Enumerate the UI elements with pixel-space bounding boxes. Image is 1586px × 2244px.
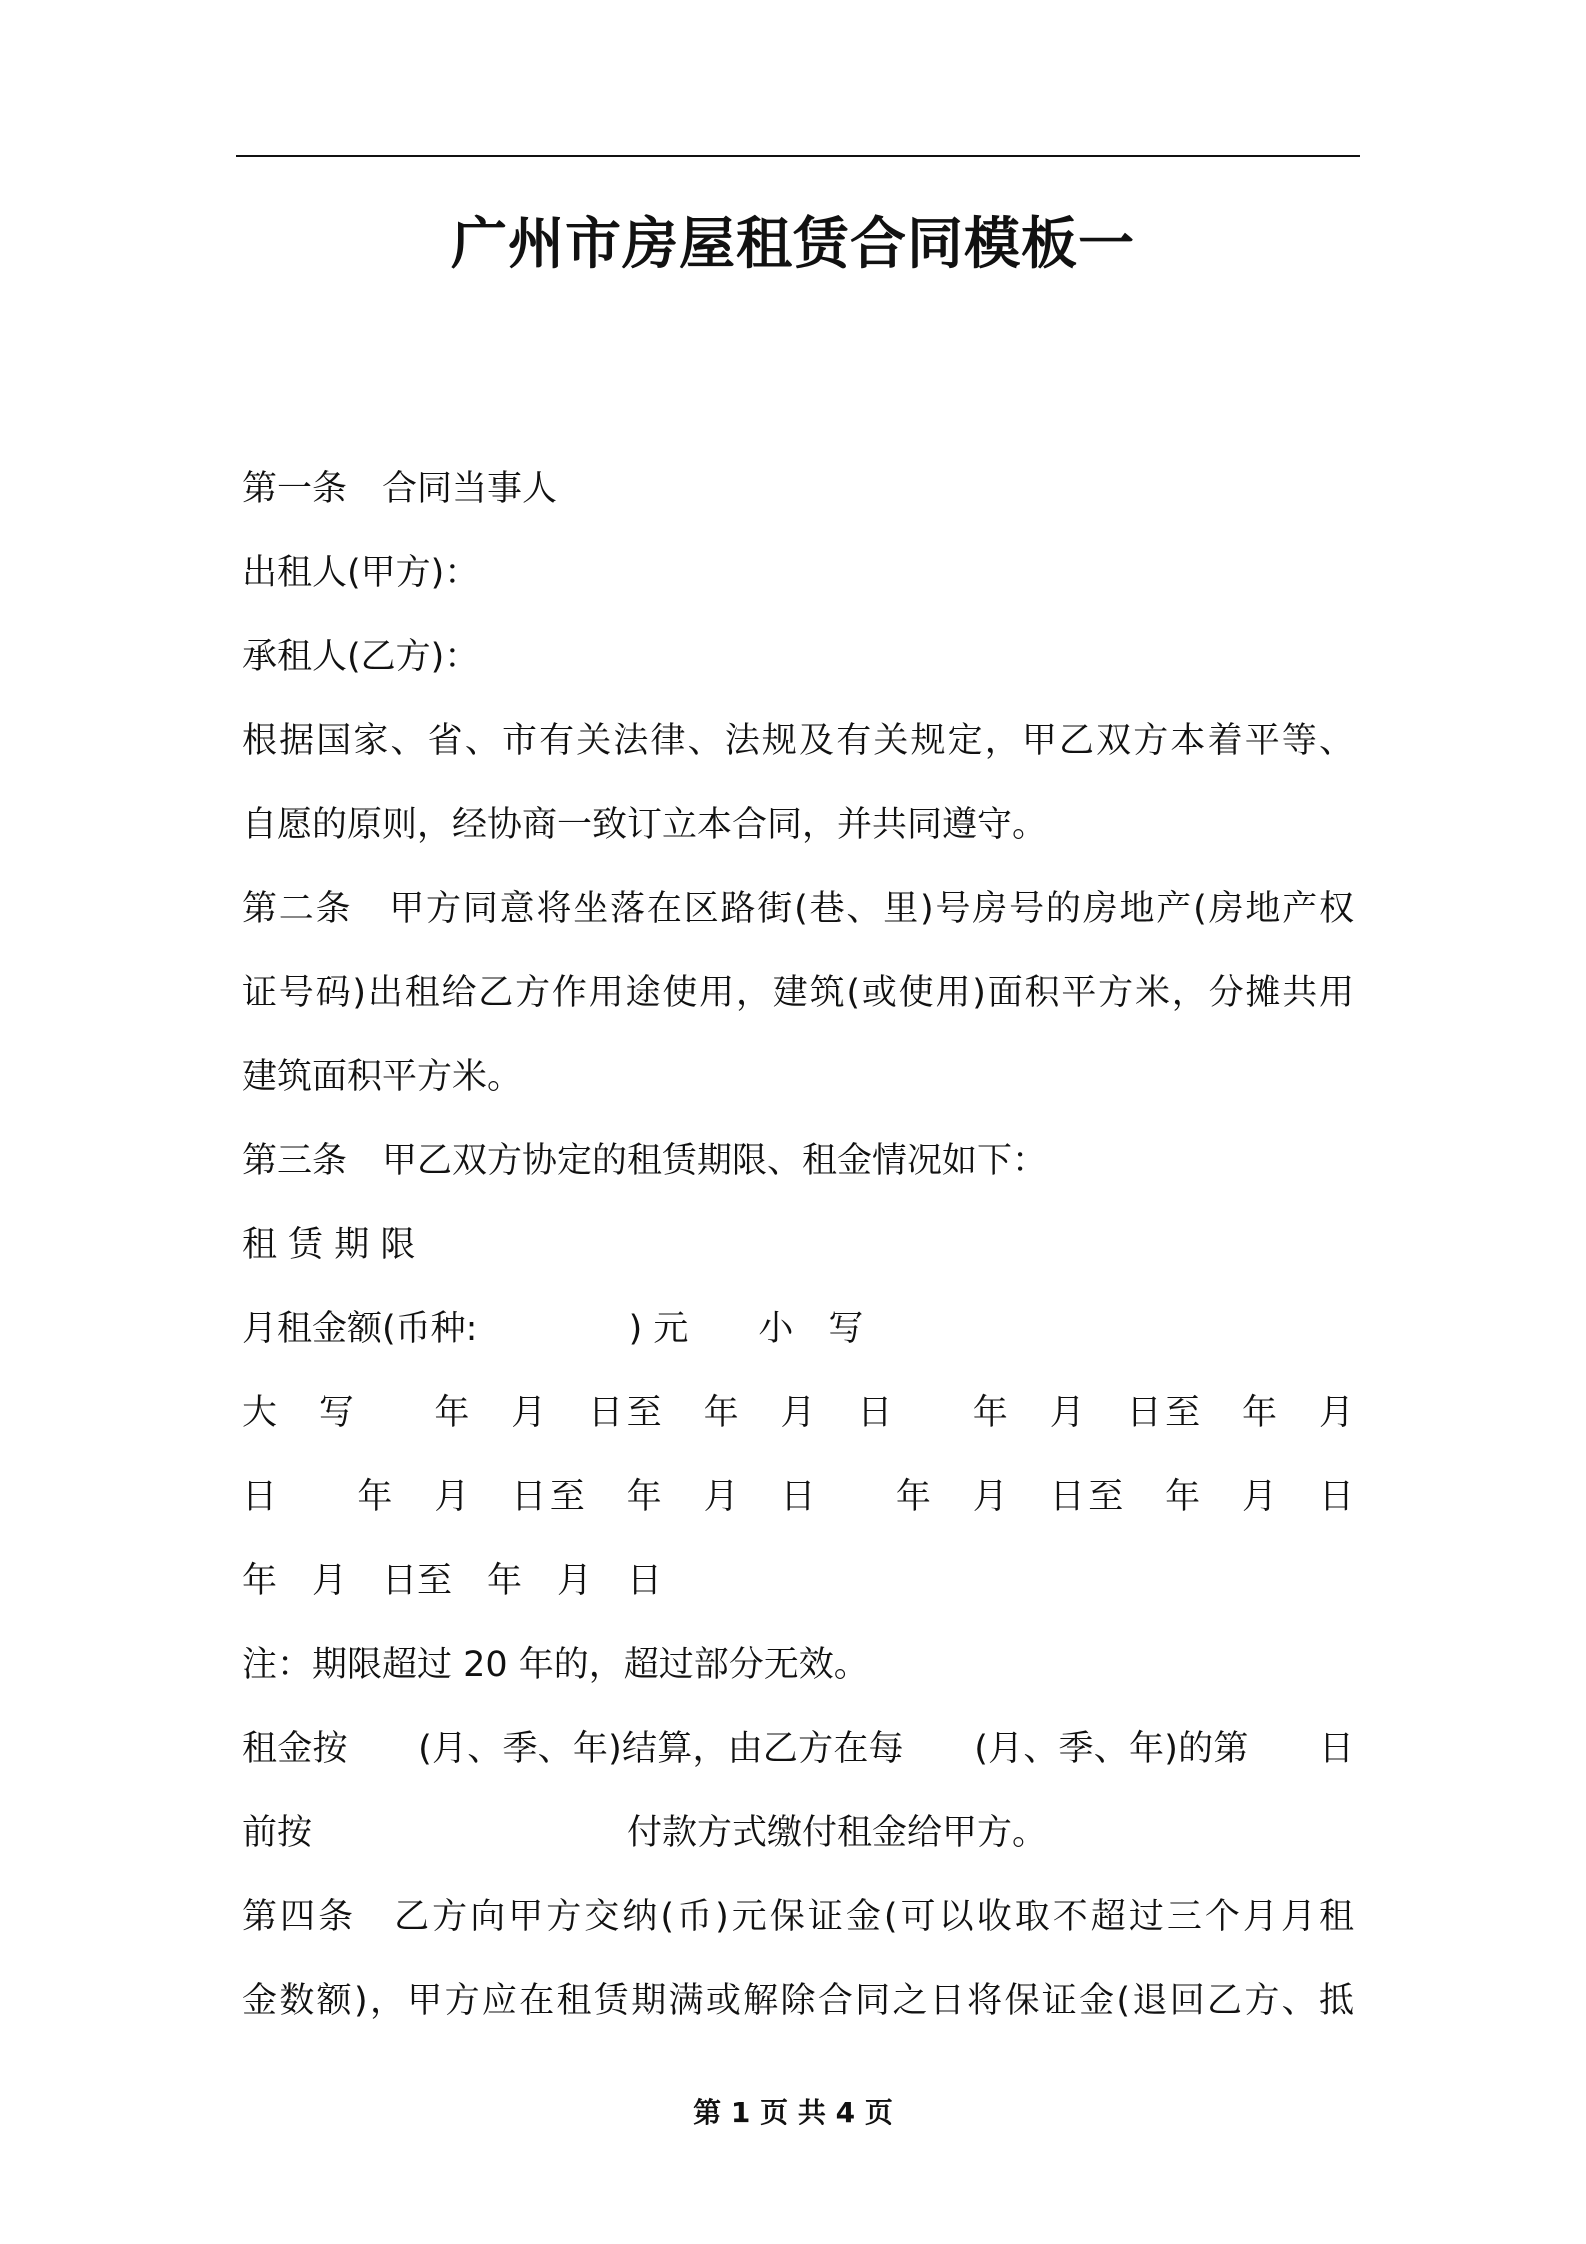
clause-2-line-3: 建筑面积平方米。 bbox=[242, 1057, 523, 1097]
lease-term-label: 租 赁 期 限 bbox=[242, 1225, 416, 1265]
contract-body bbox=[242, 447, 1354, 2043]
clause-4-line-2: 金数额)，甲方应在租赁期满或解除合同之日将保证金(退回乙方、抵 bbox=[242, 1981, 1354, 2021]
date-range-line-2: 日 年 月 日至 年 月 日 年 月 日至 年 月 日 bbox=[242, 1477, 1354, 1517]
clause-2-line-1: 第二条 甲方同意将坐落在区路街(巷、里)号房号的房地产(房地产权 bbox=[242, 889, 1354, 929]
lessor-line: 出租人(甲方)： bbox=[242, 553, 480, 593]
monthly-rent-line: 月租金额(币种: ) 元 小 写 bbox=[242, 1309, 864, 1349]
clause-1-heading: 第一条 合同当事人 bbox=[242, 469, 558, 509]
date-range-line-3: 年 月 日至 年 月 日 bbox=[242, 1561, 663, 1601]
document-title: 广州市房屋租赁合同模板一 bbox=[451, 212, 1135, 277]
preamble-line-1: 根据国家、省、市有关法律、法规及有关规定，甲乙双方本着平等、 bbox=[242, 721, 1354, 761]
header-rule bbox=[236, 155, 1360, 157]
clause-3-heading: 第三条 甲乙双方协定的租赁期限、租金情况如下： bbox=[242, 1141, 1048, 1181]
preamble-line-2: 自愿的原则，经协商一致订立本合同，并共同遵守。 bbox=[242, 805, 1048, 845]
page-footer: 第 1 页 共 4 页 bbox=[693, 2096, 893, 2129]
clause-2-line-2: 证号码)出租给乙方作用途使用，建筑(或使用)面积平方米，分摊共用 bbox=[242, 973, 1354, 1013]
rent-payment-line-2: 前按 付款方式缴付租金给甲方。 bbox=[242, 1813, 1048, 1853]
term-note: 注：期限超过 20 年的，超过部分无效。 bbox=[242, 1645, 869, 1685]
clause-4-line-1: 第四条 乙方向甲方交纳(币)元保证金(可以收取不超过三个月月租 bbox=[242, 1897, 1354, 1937]
rent-payment-line-1: 租金按 (月、季、年)结算，由乙方在每 (月、季、年)的第 日 bbox=[242, 1729, 1354, 1769]
lessee-line: 承租人(乙方)： bbox=[242, 637, 480, 677]
date-range-line-1: 大 写 年 月 日至 年 月 日 年 月 日至 年 月 bbox=[242, 1393, 1354, 1433]
